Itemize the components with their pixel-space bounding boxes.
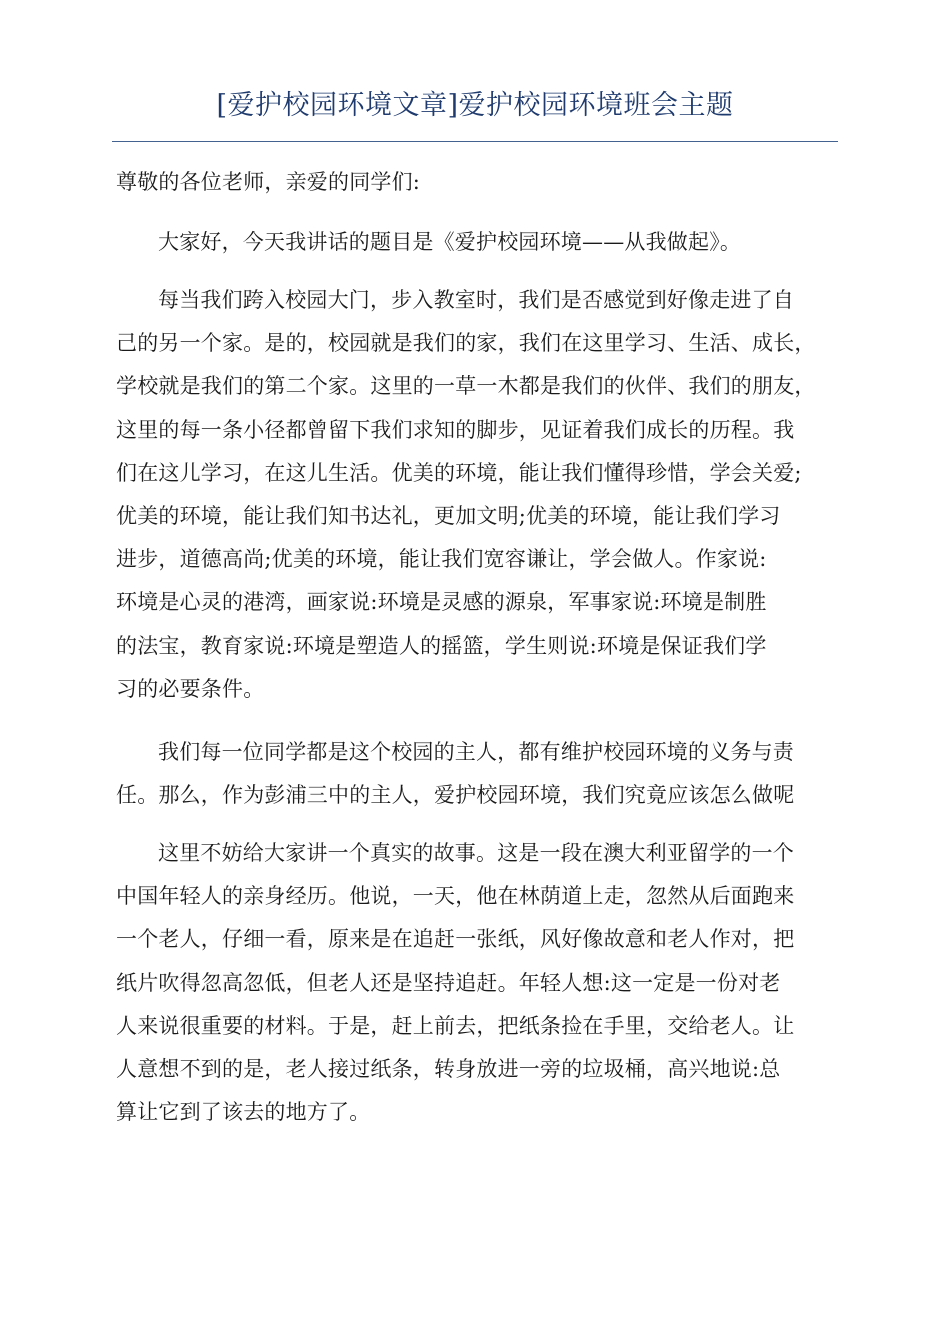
paragraph-line: 人来说很重要的材料。于是，赶上前去，把纸条捡在手里，交给老人。让 [116,1013,795,1038]
paragraph-line: 纸片吹得忽高忽低，但老人还是坚持追赶。年轻人想:这一定是一份对老 [116,970,781,995]
paragraph-line: 人意想不到的是，老人接过纸条，转身放进一旁的垃圾桶，高兴地说:总 [116,1057,781,1082]
salutation-paragraph [116,161,844,204]
paragraph-line: 这里不妨给大家讲一个真实的故事。这是一段在澳大利亚留学的一个 [158,841,794,865]
paragraph-line: 的法宝，教育家说:环境是塑造人的摇篮，学生则说:环境是保证我们学 [116,633,767,658]
paragraph-line: 优美的环境，能让我们知书达礼，更加文明;优美的环境，能让我们学习 [116,504,781,529]
paragraph-line: 一个老人，仔细一看，原来是在追赶一张纸，风好像故意和老人作对，把 [116,927,795,952]
paragraph-1 [116,279,844,711]
paragraph-line: 们在这儿学习，在这儿生活。优美的环境，能让我们懂得珍惜，学会关爱; [116,460,802,485]
paragraph-line: 我们每一位同学都是这个校园的主人，都有维护校园环境的义务与责 [158,740,794,764]
intro-line: 大家好，今天我讲话的题目是《爱护校园环境——从我做起》。 [158,230,742,254]
paragraph-3 [116,832,844,1134]
intro-paragraph [116,221,844,264]
document-title: [爱护校园环境文章]爱护校园环境班会主题 [216,90,734,121]
paragraph-line: 算让它到了该去的地方了。 [116,1100,371,1125]
paragraph-line: 任。那么，作为彭浦三中的主人，爱护校园环境，我们究竟应该怎么做呢 [116,783,795,808]
paragraph-line: 每当我们跨入校园大门，步入教室时，我们是否感觉到好像走进了自 [158,288,794,312]
paragraph-line: 中国年轻人的亲身经历。他说，一天，他在林荫道上走，忽然从后面跑来 [116,884,795,909]
paragraph-line: 进步，道德高尚;优美的环境，能让我们宽容谦让，学会做人。作家说: [116,547,767,572]
paragraph-line: 己的另一个家。是的，校园就是我们的家，我们在这里学习、生活、成长， [116,331,816,356]
salutation-line: 尊敬的各位老师，亲爱的同学们: [116,170,421,194]
paragraph-line: 习的必要条件。 [116,676,265,701]
paragraph-line: 学校就是我们的第二个家。这里的一草一木都是我们的伙伴、我们的朋友， [116,374,816,399]
paragraph-2 [116,731,844,817]
paragraph-line: 这里的每一条小径都曾留下我们求知的脚步，见证着我们成长的历程。我 [116,417,795,442]
paragraph-line: 环境是心灵的港湾，画家说:环境是灵感的源泉，军事家说:环境是制胜 [116,590,767,615]
title-divider [112,141,838,142]
